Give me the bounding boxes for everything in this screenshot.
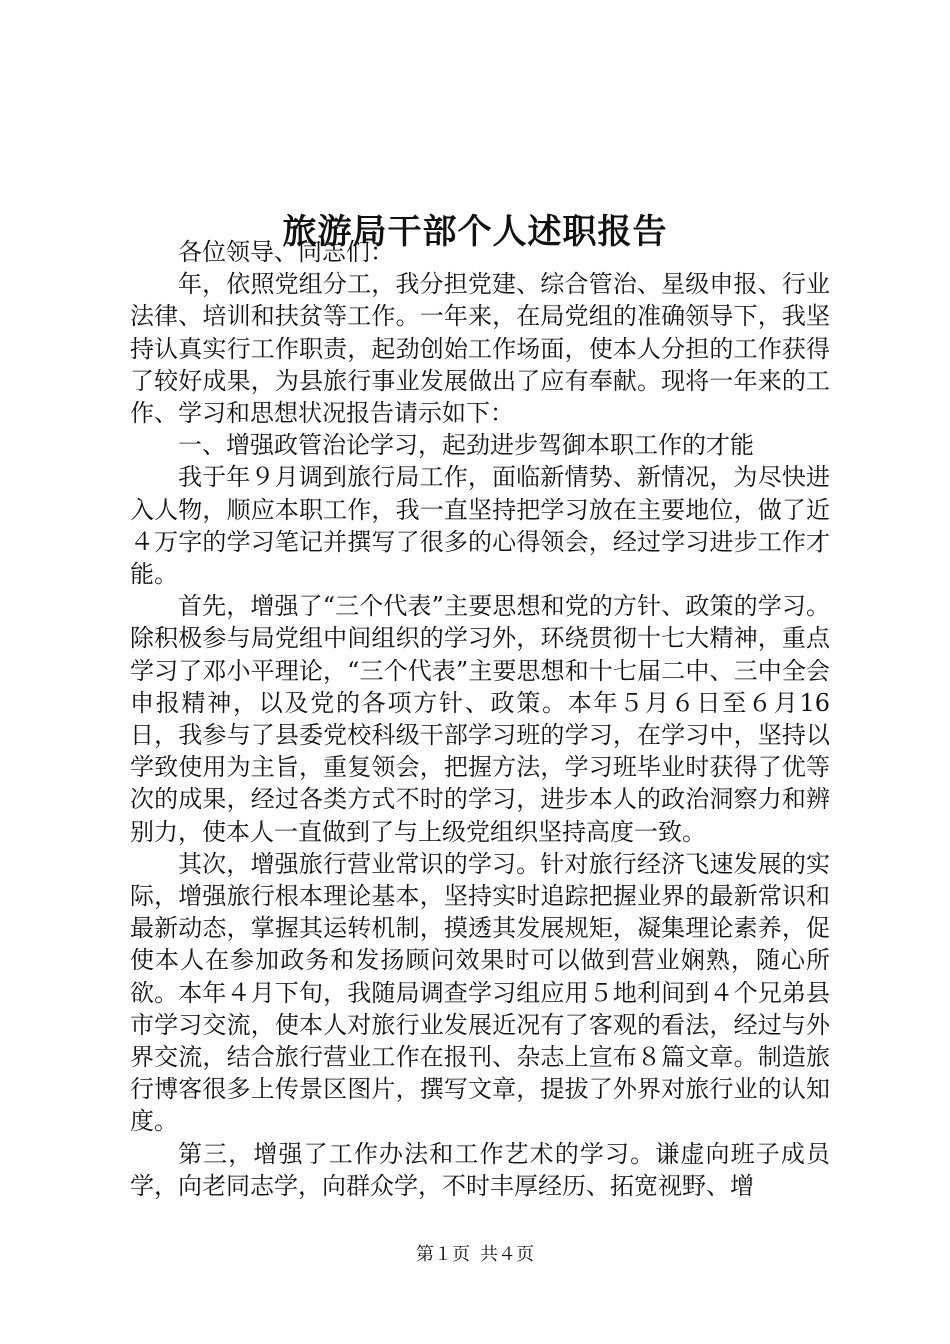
section-heading: 一、增强政管治论学习，起劲进步驾御本职工作的才能 — [178, 431, 754, 460]
paragraph: 我于年９月调到旅行局工作，面临新情势、新情况，为尽快进入人物，顺应本职工作，我一直坚持把学习放在主要地位，做了近４万字的学习笔记并撰写了很多的心得领会，经过学习进步工作才能。 — [130, 463, 830, 589]
document-title: 旅游局干部个人述职报告 — [282, 211, 668, 252]
paragraph: 首先，增强了“三个代表”主要思想和党的方针、政策的学习。除积极参与局党组中间组织的学习外，环绕贯彻十七大精神，重点学习了邓小平理论，“三个代表”主要思想和十七届二中、三中全会申报精神，以及党的各项方针、政策。本年５月６日至６月16日，我参与了县委党校科级干部学习班的学习，在学习中，坚持以学致使用为主旨，重复领会，把握方法，学习班毕业时获得了优等次的成果，经过各类方式不时的学习，进步本人的政治洞察力和辨别力，使本人一直做到了与上级党组织坚持高度一致。 — [130, 592, 830, 846]
page-footer — [0, 1243, 950, 1267]
paragraph: 第三，增强了工作办法和工作艺术的学习。谦虚向班子成员学，向老同志学，向群众学，不时丰厚经历、拓宽视野、增 — [130, 1139, 830, 1200]
page-total: 共４页 — [480, 1244, 534, 1265]
salutation: 各位领导、同志们： — [178, 238, 394, 266]
paragraph: 其次，增强旅行营业常识的学习。针对旅行经济飞速发展的实际，增强旅行根本理论基本，坚持实时追踪把握业界的最新常识和最新动态，掌握其运转机制，摸透其发展规矩，凝集理论素养，促使本人在参加政务和发扬顾问效果时可以做到营业娴熟，随心所欲。本年４月下旬，我随局调查学习组应用５地利间到４个兄弟县市学习交流，使本人对旅行业发展近况有了客观的看法，经过与外界交流，结合旅行营业工作在报刊、杂志上宣布８篇文章。制造旅行博客很多上传景区图片，撰写文章，提拔了外界对旅行业的认知度。 — [130, 849, 830, 1136]
paragraph: 年，依照党组分工，我分担党建、综合管治、星级申报、行业法律、培训和扶贫等工作。一年来，在局党组的准确领导下，我坚持认真实行工作职责，起劲创始工作场面，使本人分担的工作获得了较好成果，为县旅行事业发展做出了应有奉献。现将一年来的工作、学习和思想状况报告请示如下： — [130, 270, 830, 428]
document-body — [130, 236, 830, 1202]
page-number: 第１页 — [416, 1244, 470, 1265]
